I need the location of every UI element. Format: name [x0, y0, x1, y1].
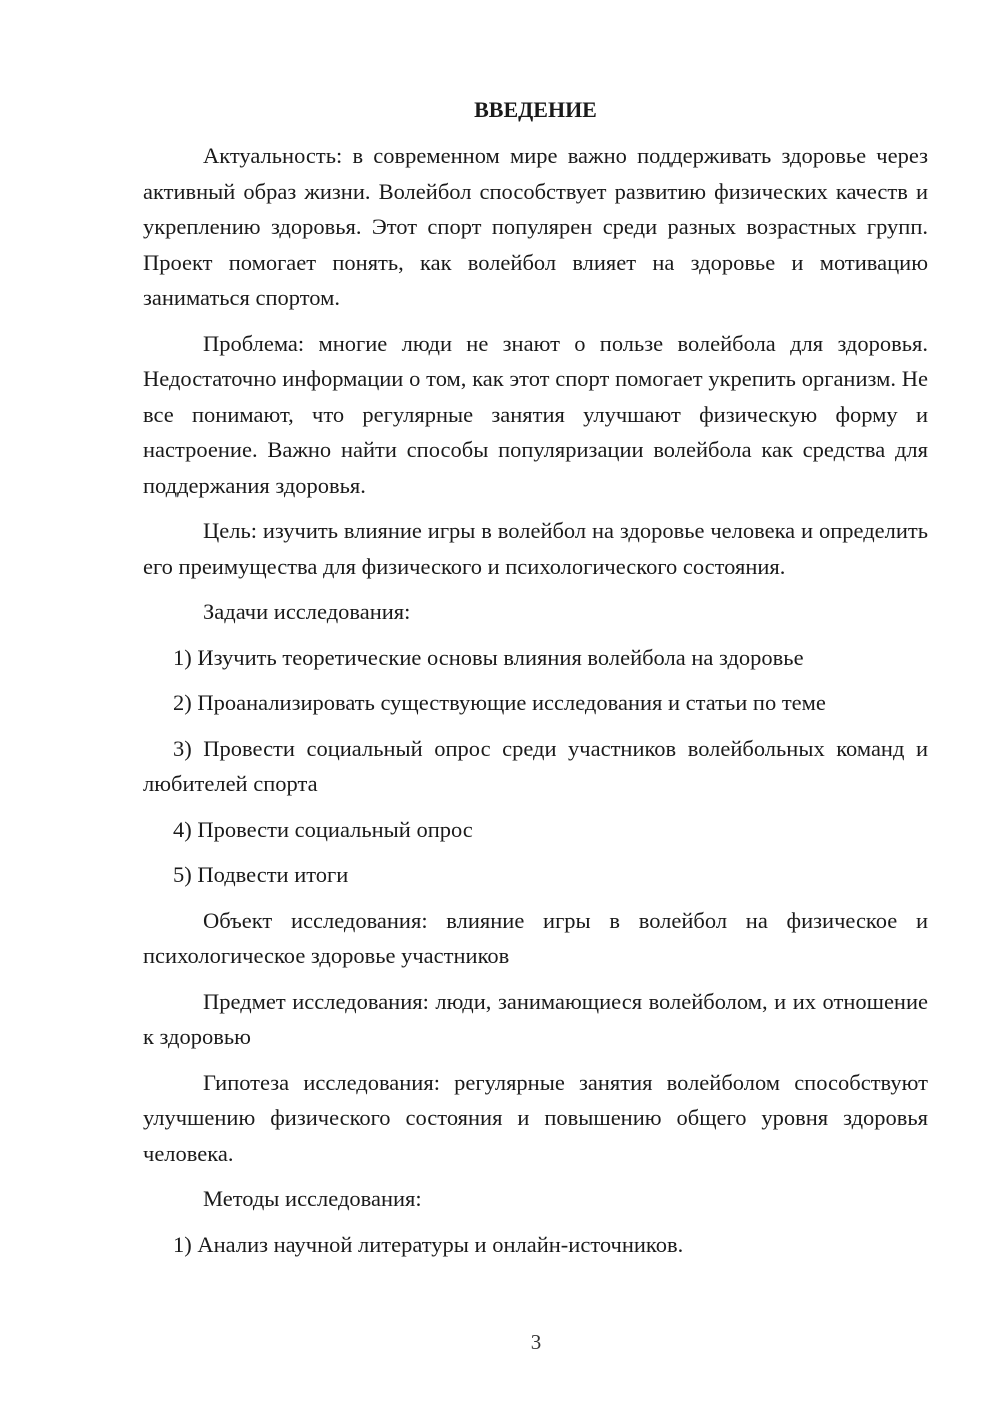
task-item: 2) Проанализировать существующие исследования и статьи по теме — [173, 690, 826, 715]
relevance-paragraph: Актуальность: в современном мире важно поддерживать здоровье через активный образ жизни. Волейбол способствует развитию физических качеств и укреплению здоровья. Этот спорт популярен среди разных возрастных групп. Проект помогает понять, как волейбол влияет на здоровье и мотивацию заниматься спортом. — [143, 143, 928, 310]
subject-paragraph: Предмет исследования: люди, занимающиеся волейболом, и их отношение к здоровью — [143, 988, 928, 1049]
section-title: ВВЕДЕНИЕ — [474, 97, 597, 122]
goal-paragraph: Цель: изучить влияние игры в волейбол на здоровье человека и определить его преимущества для физического и психологического состояния. — [143, 518, 928, 579]
document-page — [143, 92, 928, 1272]
methods-heading: Методы исследования: — [203, 1186, 422, 1211]
task-item: 3) Провести социальный опрос среди участников волейбольных команд и любителей спорта — [143, 735, 928, 796]
page-number: 3 — [530, 1330, 542, 1354]
method-item: 1) Анализ научной литературы и онлайн-источников. — [173, 1231, 684, 1257]
object-paragraph: Объект исследования: влияние игры в волейбол на физическое и психологическое здоровье участников — [143, 907, 928, 968]
problem-paragraph: Проблема: многие люди не знают о пользе волейбола для здоровья. Недостаточно информации о том, как этот спорт помогает укрепить организм. Не все понимают, что регулярные занятия улучшают физическую форму и настроение. Важно найти способы популяризации волейбола как средства для поддержания здоровья. — [143, 330, 928, 498]
task-item: 5) Подвести итоги — [173, 862, 349, 887]
tasks-heading: Задачи исследования: — [203, 599, 411, 624]
task-item: 1) Изучить теоретические основы влияния волейбола на здоровье — [173, 644, 804, 670]
task-item: 4) Провести социальный опрос — [173, 816, 473, 842]
hypothesis-paragraph: Гипотеза исследования: регулярные занятия волейболом способствуют улучшению физического состояния и повышению общего уровня здоровья человека. — [143, 1069, 928, 1166]
